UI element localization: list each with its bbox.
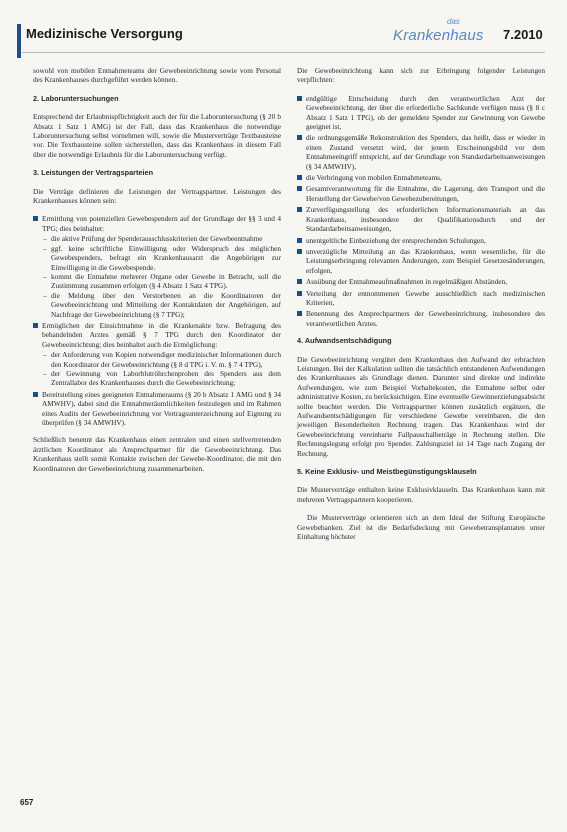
left-column	[33, 66, 281, 482]
square-bullet-icon	[297, 249, 302, 254]
dash-icon: –	[43, 234, 47, 244]
paragraph: Die Gewebeeinrichtung kann sich zur Erbringung folgender Leistungen verpflichten:	[297, 66, 545, 85]
header-rule	[22, 52, 545, 53]
sub-list	[42, 350, 281, 388]
list-item	[297, 289, 545, 308]
dash-icon: –	[43, 368, 47, 378]
right-column	[297, 66, 545, 550]
hospital-services-list	[33, 214, 281, 427]
list-item-text: Gesamtverantwortung für die Entnahme, die Lagerung, den Transport und die Herstellung der Gewebe/von Gewebezubereitungen,	[306, 184, 545, 203]
sub-list-item-text: die Meldung über den Verstorbenen an die Koordinatoren der Gewebeeinrichtung und Mitteilung der Kontaktdaten der Angehörigen, auf Nachfrage der Gewebeeinrichtung (§ 7 TPG);	[51, 290, 281, 319]
list-item-text: Ausübung der Entnahmeaufmaßnahmen in regelmäßigen Abständen,	[306, 277, 508, 287]
sub-list-item	[42, 244, 281, 272]
paragraph: Die Gewebeeinrichtung vergütet dem Krankenhaus den Aufwand der erbrachten Leistungen. Bei der Kalkulation sollten die tatsächlich entstandenen Aufwendungen des Krankenhauses als Grundlage dienen. Darunter sind direkte und indirekte Aufwendungen, wie zum Beispiel Vorhaltekosten, die Entnahme selbst oder administrative Kosten, zu berücksichtigen. Eine eventuelle Gewinnerzielungsabsicht sollte beachtet werden. Die Vertragspartner können zusätzlich ergänzen, die Aufwandsentschädigungen für verschiedene Gewebe vereinbaren, die den jeweiligen Besonderheiten Rechnung tragen. Das Krankenhaus wird der Gewebeeinrichtung vereinbarte Fallpauschalbeträge in Rechnung stellen. Die Rechnungslegung erfolgt pro Spender. Zahlungsziel ist 14 Tage nach Zugang der Rechnung.	[297, 354, 545, 458]
journal-logo	[393, 17, 513, 47]
square-bullet-icon	[297, 186, 302, 191]
list-item-text: unentgeltliche Einbeziehung der entsprechenden Schulungen,	[306, 235, 486, 245]
list-item-text: Ermöglichen der Einsichtnahme in die Krankenakte bzw. Befragung des behandelnden Arztes gemäß § 7 TPG durch den Koordinator der Gewebeeinrichtung; dies beinhaltet auch die Ermöglichung:	[42, 320, 281, 349]
list-item	[297, 247, 545, 275]
sub-list-item-text: der Gewinnung von Laborblutröhrchenproben des Spenders aus dem Zentrallabor des Krankenhauses durch die Gewebeeinrichtung;	[51, 368, 281, 388]
paragraph: Die Verträge definieren die Leistungen der Vertragspartner. Leistungen des Krankenhauses können sein:	[33, 186, 281, 206]
list-item-text: Verteilung der entnommenen Gewebe ausschließlich nach medizinischen Kriterien,	[306, 288, 545, 307]
section-heading: 4. Aufwandsentschädigung	[297, 336, 392, 346]
issue-number: 7.2010	[503, 27, 543, 42]
sub-list-item	[42, 369, 281, 388]
accent-bar	[17, 24, 21, 58]
list-item-text: unverzügliche Mitteilung an das Krankenhaus, wenn wesentliche, für die Leistungserbringung relevanten Änderungen, zum Beispiel Gesetzesänderungen, erfolgen,	[306, 246, 545, 275]
paragraph: Die Musterverträge orientieren sich an dem Ideal der Stiftung Europäische Gewebebanken. Ziel ist die Bedarfsdeckung mit Gewebetransplantaten unter Einhaltung höchster	[297, 513, 545, 542]
section-heading: 3. Leistungen der Vertragsparteien	[33, 168, 154, 178]
list-item	[297, 236, 545, 245]
list-item-text: endgültige Entscheidung durch den verantwortlichen Arzt der Gewebeeinrichtung, der über die erforderliche Sachkunde verfügen muss (§ 8 c Absatz 1 Satz 1 TPG), ob der gemeldete Spender zur Gewinnung von Gewebe geeignet ist,	[306, 93, 545, 132]
section-heading: 5. Keine Exklusiv- und Meistbegünstigungsklauseln	[297, 467, 477, 477]
sub-list-item	[42, 272, 281, 291]
list-item	[297, 277, 545, 286]
list-item	[33, 390, 281, 428]
square-bullet-icon	[33, 323, 38, 328]
sub-list-item	[42, 234, 281, 243]
sub-list-item-text: ggf. keine schriftliche Einwilligung oder Widerspruch des möglichen Gewebespenders, befragt ein Krankenhausarzt die Angehörigen zur Einwilligung in die Gewebespende.	[51, 243, 281, 272]
square-bullet-icon	[297, 96, 302, 101]
square-bullet-icon	[297, 238, 302, 243]
list-item	[297, 205, 545, 233]
square-bullet-icon	[297, 207, 302, 212]
dash-icon: –	[43, 271, 47, 281]
square-bullet-icon	[297, 175, 302, 180]
list-item-text: Benennung des Ansprechpartners der Gewebeeinrichtung, insbesondere des verantwortlichen Arztes.	[306, 309, 545, 328]
list-item	[33, 214, 281, 318]
list-item	[297, 94, 545, 132]
logo-small-text: das	[447, 17, 460, 26]
paragraph: Die Musterverträge enthalten keine Exklusivklauseln. Das Krankenhaus kann mit mehreren Vertragspartnern kooperieren.	[297, 485, 545, 504]
square-bullet-icon	[33, 392, 38, 397]
section-heading: 2. Laboruntersuchungen	[33, 93, 119, 103]
square-bullet-icon	[297, 291, 302, 296]
sub-list-item	[42, 350, 281, 369]
list-item-text: Ermittlung von potenziellen Gewebespendern auf der Grundlage der §§ 3 und 4 TPG; dies beinhaltet:	[42, 214, 281, 233]
list-item	[297, 309, 545, 328]
list-item	[297, 133, 545, 171]
sub-list	[42, 234, 281, 319]
list-item-text: die Verbringung von mobilen Entnahmeteams,	[306, 173, 442, 183]
list-item-text: Zurverfügungstellung des erforderlichen Informationsmaterials an das Krankenhaus, insbesondere der Qualifikationsdurch und der Standardarbeitsanweisungen,	[306, 205, 545, 234]
sub-list-item-text: der Anforderung von Kopien notwendiger medizinischer Informationen durch den Koordinator der Gewebeeinrichtung (§ 8 d TPG i. V. m. § 7 4 TPG),	[51, 350, 281, 369]
list-item-text: die ordnungsgemäße Rekonstruktion des Spenders, das heißt, dass er wieder in einen Zustand versetzt wird, der jenem Erscheinungsbild vor dem Entnahmeeingriff entspricht, auf der Grundlage von Standardarbeitsanweisungen (§ 34 AMWHV),	[306, 133, 545, 171]
sub-list-item-text: kommt die Entnahme mehrerer Organe oder Gewebe in Betracht, soll die Zustimmung zusammen erfolgen (§ 4 Absatz 1 Satz 4 TPG).	[51, 271, 281, 291]
list-item	[297, 173, 545, 182]
square-bullet-icon	[297, 311, 302, 316]
page-number: 657	[20, 798, 34, 807]
square-bullet-icon	[297, 279, 302, 284]
paragraph: Schließlich benennt das Krankenhaus einen zentralen und einen stellvertretenden ärztlichen Koordinator als Ansprechpartner für die Gewebeeinrichtung. Das Krankenhaus stellt somit Kontakte zwischen der Gewebe-Koordinator, die mit den Koordinatoren der Gewebeeinrichtung zusammenarbeiten.	[33, 435, 281, 473]
section-title: Medizinische Versorgung	[26, 26, 183, 41]
dash-icon: –	[43, 350, 47, 360]
tissue-bank-services-list	[297, 94, 545, 328]
sub-list-item-text: die aktive Prüfung der Spenderausschlusskriterien der Gewebeentnahme	[51, 234, 263, 244]
paragraph: sowohl von mobilen Entnahmeteams der Gewebeeinrichtung sowie vom Personal des Krankenhauses durchgeführt werden können.	[33, 66, 281, 85]
logo-text: Krankenhaus	[393, 27, 484, 44]
list-item	[33, 321, 281, 388]
square-bullet-icon	[297, 135, 302, 140]
list-item-text: Bereitstellung eines geeigneten Entnahmeraums (§ 20 b Absatz 1 AMG und § 34 AMWHV), dabei sind die Entnahmeräumlichkeiten festzulegen und im Rahmen eines Audits der Gewebeeinrichtung vor Vertragsunterzeichnung auf Eignung zu überprüfen (§ 34 AMWHV).	[42, 389, 281, 427]
list-item	[297, 184, 545, 203]
paragraph: Entsprechend der Erlaubnispflichtigkeit auch der für die Laboruntersuchung (§ 20 b Absatz 1 Satz 1 AMG) ist der Fall, dass das Krankenhaus die notwendige Laboruntersuchung selbst vornehmen will, sowie die Musterverträge Textbausteine vor. Die Textbausteine sollen sicherstellen, dass das Krankenhaus in diesem Fall über die notwendige Erlaubnis für die Laboruntersuchung verfügt.	[33, 112, 281, 159]
sub-list-item	[42, 291, 281, 319]
square-bullet-icon	[33, 216, 38, 221]
dash-icon: –	[43, 290, 47, 300]
dash-icon: –	[43, 243, 47, 253]
